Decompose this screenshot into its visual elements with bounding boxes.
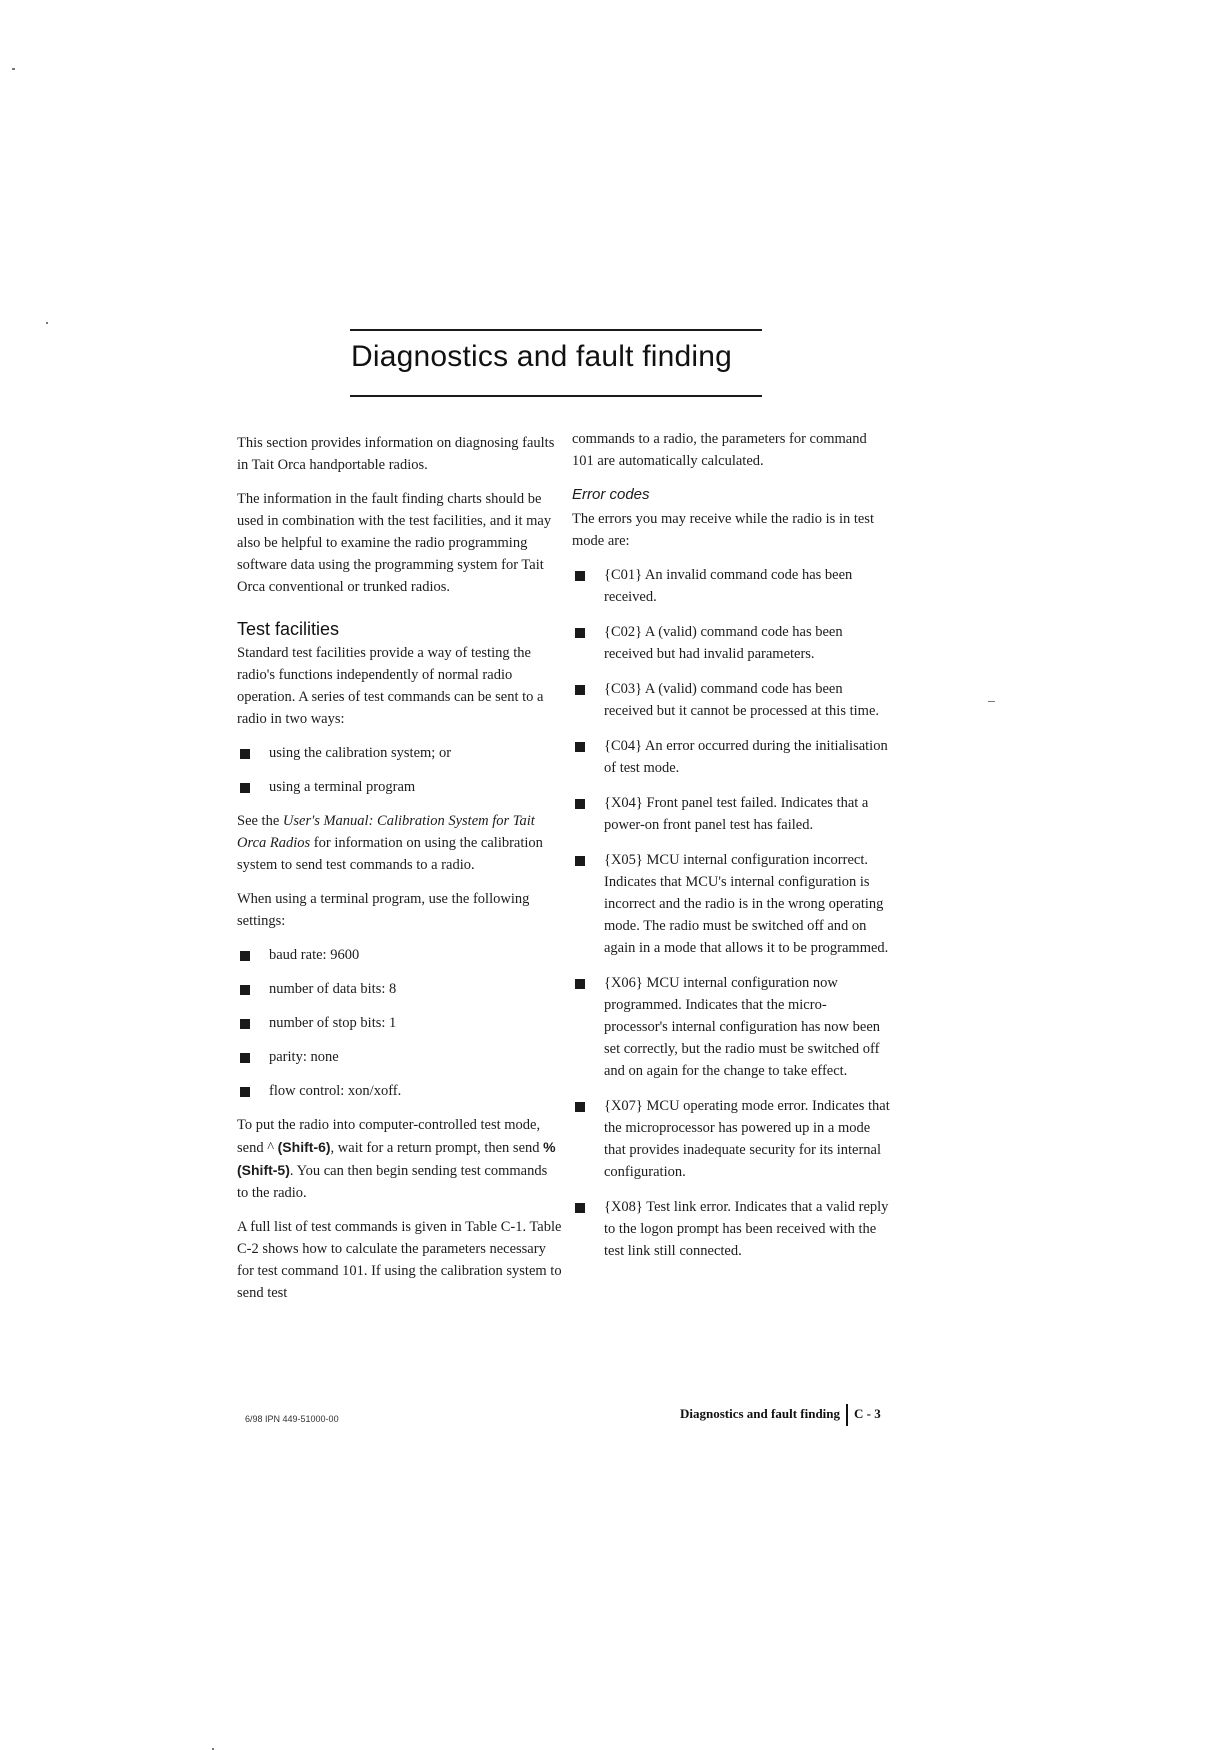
- fault-charts-paragraph: The information in the fault finding charts should be used in combination with the test facilities, and it may also be helpful to examine the radio programming software data using the programming system for Tait Orca conventional or trunked radios.: [237, 491, 552, 595]
- list-item: [237, 944, 562, 966]
- footer-chapter-title: Diagnostics and fault finding: [680, 1405, 841, 1421]
- bullet-square-icon: [240, 1087, 250, 1097]
- list-item-text: parity: none: [269, 1049, 339, 1065]
- bullet-square-icon: [575, 799, 585, 809]
- error-code-text: {C01} An invalid command code has been received.: [604, 567, 853, 605]
- error-code-text: {C02} A (valid) command code has been received but had invalid parameters.: [604, 624, 843, 662]
- error-code-text: {X05} MCU internal configuration incorrect. Indicates that MCU's internal configuration is incorrect and the radio is in the wrong operating mode. The radio must be switched off and on again in a mode that allows it to be programmed.: [604, 852, 889, 956]
- test-mode-text-a: To put the radio into computer-controlled test mode, send ^: [237, 1117, 541, 1156]
- bullet-square-icon: [575, 742, 585, 752]
- error-codes-list: [572, 564, 890, 1262]
- footer-divider: [846, 1404, 848, 1426]
- bullet-square-icon: [575, 571, 585, 581]
- list-item: [572, 1095, 890, 1183]
- list-item-text: number of stop bits: 1: [269, 1015, 397, 1031]
- bullet-square-icon: [575, 1203, 585, 1213]
- settings-list: [237, 944, 562, 1102]
- test-mode-paragraph: [237, 1114, 562, 1204]
- bullet-square-icon: [575, 685, 585, 695]
- list-item: [572, 735, 890, 779]
- list-item-text: number of data bits: 8: [269, 981, 397, 997]
- bullet-square-icon: [240, 783, 250, 793]
- footer-page-number: C - 3: [854, 1405, 881, 1421]
- bullet-square-icon: [575, 856, 585, 866]
- test-mode-text-c: . You can then begin sending test commands to the radio.: [237, 1163, 548, 1201]
- list-item: [237, 776, 562, 798]
- key-shift-6: (Shift-6): [277, 1139, 331, 1155]
- bullet-square-icon: [575, 628, 585, 638]
- test-mode-text-b: , wait for a return prompt, then send: [330, 1140, 544, 1156]
- error-code-text: {C03} A (valid) command code has been received but it cannot be processed at this time.: [604, 681, 880, 719]
- list-item-text: using the calibration system; or: [269, 745, 452, 761]
- title-rule-top: [350, 329, 762, 331]
- right-column: [572, 428, 890, 1275]
- bullet-square-icon: [240, 1019, 250, 1029]
- bullet-square-icon: [240, 1053, 250, 1063]
- list-item: [237, 742, 562, 764]
- error-code-text: {X06} MCU internal configuration now programmed. Indicates that the micro-processor's internal configuration has now been set correctly, but the radio must be switched off and on again for the change to take effect.: [604, 975, 881, 1079]
- bullet-square-icon: [575, 979, 585, 989]
- list-item-text: flow control: xon/xoff.: [269, 1083, 402, 1099]
- list-item: [572, 564, 890, 608]
- title-rule-bottom: [350, 395, 762, 397]
- test-facilities-paragraph: Standard test facilities provide a way of testing the radio's functions independently of normal radio operation. A series of test commands can be sent to a radio in two ways:: [237, 645, 544, 727]
- bullet-square-icon: [240, 749, 250, 759]
- manual-ref-text-b: for information on using the calibration system to send test commands to a radio.: [237, 835, 543, 873]
- terminal-settings-intro: When using a terminal program, use the following settings:: [237, 891, 530, 929]
- bullet-square-icon: [240, 985, 250, 995]
- list-item: [572, 972, 890, 1082]
- error-code-text: {X08} Test link error. Indicates that a valid reply to the logon prompt has been received with the test link still connected.: [604, 1199, 889, 1259]
- bullet-square-icon: [575, 1102, 585, 1112]
- section-heading-test-facilities: Test facilities: [237, 619, 340, 639]
- list-item-text: baud rate: 9600: [269, 947, 360, 963]
- ways-list: [237, 742, 562, 798]
- list-item-text: using a terminal program: [269, 779, 416, 795]
- scan-speck: [12, 68, 15, 70]
- list-item: [572, 849, 890, 959]
- page-title: Diagnostics and fault finding: [351, 340, 733, 373]
- footer-page-label: [680, 1404, 881, 1426]
- continued-paragraph: commands to a radio, the parameters for command 101 are automatically calculated.: [572, 431, 867, 469]
- subheading-error-codes: Error codes: [572, 486, 650, 503]
- list-item: [237, 1080, 562, 1102]
- scan-speck: [988, 701, 995, 702]
- list-item: [572, 792, 890, 836]
- error-code-text: {X04} Front panel test failed. Indicates that a power-on front panel test has failed.: [604, 795, 869, 833]
- list-item: [572, 1196, 890, 1262]
- list-item: [237, 1012, 562, 1034]
- test-commands-paragraph: A full list of test commands is given in Table C-1. Table C-2 shows how to calculate the parameters necessary for test command 101. If using the calibration system to send test: [237, 1219, 562, 1301]
- list-item: [237, 1046, 562, 1068]
- manual-ref-text-a: See the: [237, 813, 283, 829]
- manual-reference-paragraph: [237, 810, 562, 876]
- error-code-text: {X07} MCU operating mode error. Indicates that the microprocessor has powered up in a mode that provides inadequate security for its internal configuration.: [604, 1098, 890, 1180]
- error-codes-intro: The errors you may receive while the radio is in test mode are:: [572, 511, 874, 549]
- bullet-square-icon: [240, 951, 250, 961]
- intro-paragraph: This section provides information on diagnosing faults in Tait Orca handportable radios.: [237, 435, 555, 473]
- error-code-text: {C04} An error occurred during the initialisation of test mode.: [604, 738, 888, 776]
- manual-title: User's Manual: Calibration System for Tait Orca Radios: [237, 813, 535, 851]
- list-item: [572, 621, 890, 665]
- key-shift-5: % (Shift-5): [237, 1139, 556, 1178]
- footer-document-id: 6/98 IPN 449-51000-00: [245, 1414, 339, 1424]
- list-item: [572, 678, 890, 722]
- list-item: [237, 978, 562, 1000]
- left-column: [237, 432, 562, 1316]
- scan-speck: [46, 322, 48, 324]
